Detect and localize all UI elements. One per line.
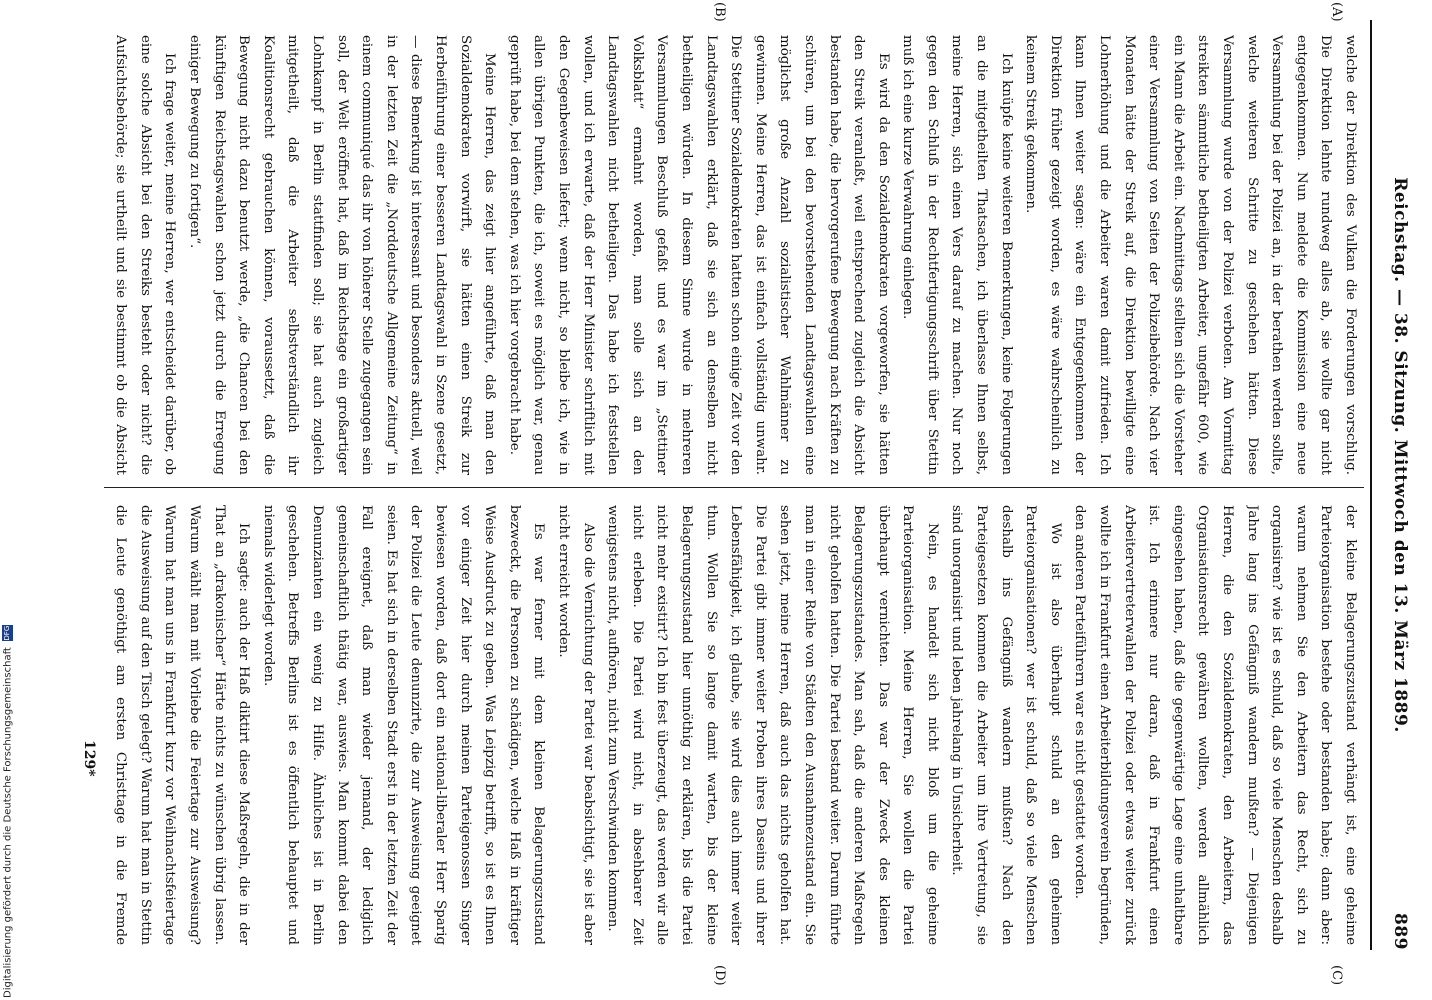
margin-marker-c: (C)	[1329, 965, 1344, 986]
page-title: Reichstag. — 38. Sitzung. Mittwoch den 13. März 1889.	[1390, 177, 1410, 733]
margin-marker-a: (A)	[1329, 2, 1344, 22]
margin-marker-d: (D)	[712, 965, 727, 986]
left-paragraph: Meine Herren, das zeigt hier angeführte, daß man den Sozialdemokraten vorwirft, sie hätten einen Streik zur Herbeiführung einer besseren Landtagswahl in Szene gesetzt, — diese Bemerkung ist interessant und besonders aktuell, weil in der letzten Zeit die „Norddeutsche Allgemeine Zeitung“ in einem communiqué das ihr von höherer Stelle zugegangen sein soll, der Welt eröffnet hat, daß im Reichstage ein großartiger Lohnkampf in Berlin stattfinden soll; sie hat auch zugleich mitgetheilt, daß die Arbeiter selbstverständlich ihr Koalitionsrecht gebrauchen können, voraussetzt, daß die Bewegung nicht dazu benutzt werde, „die Chancen bei den künftigen Reichstagswahlen schon jetzt durch die Erregung einiger Bewegung zu fortigen“.	[187, 35, 498, 475]
left-column	[112, 35, 1362, 475]
left-paragraph: Ich knüpfe keine weiteren Bemerkungen, keine Folgerungen an die mitgetheilten Thatsachen, ich überlasse Ihnen selbst, meine Herren, sich einen Vers darauf zu machen. Nur noch gegen den Schluß in der Rechtfertigungsschrift über Stettin muß ich eine kurze Verwahrung einlegen.	[900, 35, 1014, 475]
credit-text: Digitalisierung gefördert durch die Deutsche Forschungsgemeinschaft	[2, 647, 14, 998]
dfg-logo-icon: DFG	[3, 625, 11, 641]
right-paragraph: Also die Vernichtung der Partei war beabsichtigt, sie ist aber nicht erreicht worden.	[556, 505, 596, 945]
left-paragraph: Es wird da den Sozialdemokraten vorgeworfen, sie hätten den Streik veranlaßt, weil entsprechend zugleich die Absicht bestanden habe, die hervorgerufene Bewegung nach Kräften zu schüren, um bei den bevorstehenden Landtagswahlen eine möglichst große Anzahl sozialistischer Wahlmänner zu gewinnen. Meine Herren, das ist einfach vollständig unwahr. Die Stettiner Sozialdemokraten hatten schon einige Zeit vor den Landtagswahlen erklärt, daß sie sich an denselben nicht betheiligen würden. In diesem Sinne wurde in mehreren Versammlungen Beschluß gefaßt und es war im „Stettiner Volksblatt“ ermahnt worden, man solle sich an den Landtagswahlen nicht betheiligen. Das habe ich feststellen wollen, und ich erwarte, daß der Herr Minister schriftlich mit den Gegenbeweisen liefert; wenn nicht, so bleibe ich, wie in allen übrigen Punkten, die ich, soweit es möglich war, genau geprüft habe, bei dem stehen, was ich hier vorgebracht habe.	[506, 35, 891, 475]
column-divider	[104, 487, 1364, 488]
signature-number: 129*	[81, 740, 97, 777]
right-paragraph: Ich sagte: auch der Haß diktirt diese Maßregeln, die in der That an „drakonischer“ Härte nichts zu wünschen übrig lassen. Warum wählt man mit Vorliebe die Feiertage zur Ausweisung? Warum hat man uns in Frankfurt kurz vor Weihnachtsfeiertage die Ausweisung auf den Tisch gelegt? Warum hat man in Stettin die Leute genöthigt am ersten Christtage in die Fremde	[113, 505, 252, 945]
digitization-credit	[0, 0, 20, 1000]
margin-marker-b: (B)	[712, 2, 727, 22]
right-paragraph: Wo ist also überhaupt schuld an den geheimen Parteiorganisationen? wer ist schuld, daß so viele Menschen deshalb ins Gefängniß wandern mußten? Nach den Parteigesetzen kommen die Arbeiter um ihre Vertretung, sie sind unorganisirt und leben jahrelang in Unsicherheit.	[949, 505, 1063, 945]
left-paragraph: Ich frage weiter, meine Herren, wer entscheidet darüber, ob eine solche Absicht bei den Streiks besteht oder nicht? die Aufsichtsbehörde; sie urtheilt und sie bestimmt ob die Absicht	[113, 35, 178, 475]
page-number: 889	[1390, 913, 1410, 950]
left-paragraph: welche der Direktion des Vulkan die Forderungen vorschlug. Die Direktion lehnte rundweg alles ab, sie wollte gar nicht entgegenkommen. Nun meldete die Kommission eine neue Versammlung bei der Polizei an, in der berathen werden sollte, welche weiteren Schritte zu geschehen hätten. Diese Versammlung wurde von der Polizei verboten. Am Vormittag streikten sämmtliche betheiligten Arbeiter, ungefähr 600, wie ein Mann die Arbeit ein. Nachmittags stellten sich die Vorsteher einer Versammlung von Seiten der Polizeibehörde. Nach vier Monaten hätte der Streik auf, die Direktion bewilligte eine Lohnerhöhung und die Arbeiter waren damit zufrieden. Ich kann Ihnen weiter sagen: wäre ein Entgegenkommen der Direktion früher gezeigt worden, es wäre wahrscheinlich zu keinem Streik gekommen.	[1023, 35, 1358, 475]
right-paragraph: der kleine Belagerungszustand verhängt ist, eine geheime Parteiorganisation bestehe oder bestanden habe; dann aber: warum nehmen Sie den Arbeitern das Recht, sich zu organisiren? wie ist es schuld, daß so viele Menschen deshalb Jahre lang ins Gefängniß wandern mußten? — Diejenigen Herren, die den Sozialdemokraten, den Arbeitern, das Organisationsrecht gewähren wollten, werden allmählich eingesehen haben, daß die gegenwärtige Lage eine unhaltbare ist. Ich erinnere nur daran, daß in Frankfurt einen Arbeitervertreterwahlen der Polizei oder etwas weiter zurück wollte ich in Frankfurt einen Arbeiterbildungsverein begründen, den anderen Parteiführern war es nicht gestattet worden.	[1072, 505, 1358, 945]
header-rule	[1370, 20, 1372, 950]
right-column	[112, 505, 1362, 945]
right-paragraph: Es war ferner mit dem kleinen Belagerungszustand bezweckt, die Personen zu schädigen, welche Haß in kräftiger Weise Ausdruck zu geben. Was Leipzig betrifft, so ist es Ihnen vor einiger Zeit hier durch meinen Parteigenossen Singer bewiesen worden, daß dort ein national-liberaler Herr Sparig der Polizei die Leute denunzirte, die zur Ausweisung geeignet seien. Es hat sich in derselben Stadt erst in der letzten Zeit der Fall ereignet, daß man wieder jemand, der lediglich gemeinschaftlich thätig war, auswies. Man kommt dabei den Denunzianten ein wenig zu Hilfe. Ähnliches ist in Berlin geschehen. Betreffs Berlins ist es öffentlich behauptet und niemals widerlegt worden.	[260, 505, 547, 945]
page-header	[1374, 20, 1410, 950]
right-paragraph: Nein, es handelt sich nicht bloß um die geheime Parteiorganisation. Meine Herren, Sie wollen die Partei überhaupt vernichten. Das war der Zweck des kleinen Belagerungszustandes. Man sah, daß die anderen Maßregeln nicht geholfen hatten. Die Partei bestand weiter. Darum führte man in einer Reihe von Städten den Ausnahmezustand ein. Sie sehen jetzt, meine Herren, daß auch das nichts geholfen hat. Die Partei gibt immer weiter Proben ihres Daseins und ihrer Lebensfähigkeit, ich glaube, sie wird dies auch immer weiter thun. Wollen Sie so lange damit warten, bis der kleine Belagerungszustand hier unnöthig zu erklären, bis die Partei nicht mehr existirt? Ich bin fest überzeugt, das werden wir alle nicht erleben. Die Partei wird nicht, in absehbarer Zeit wenigstens nicht, aufhören, nicht zum Verschwinden kommen.	[605, 505, 940, 945]
